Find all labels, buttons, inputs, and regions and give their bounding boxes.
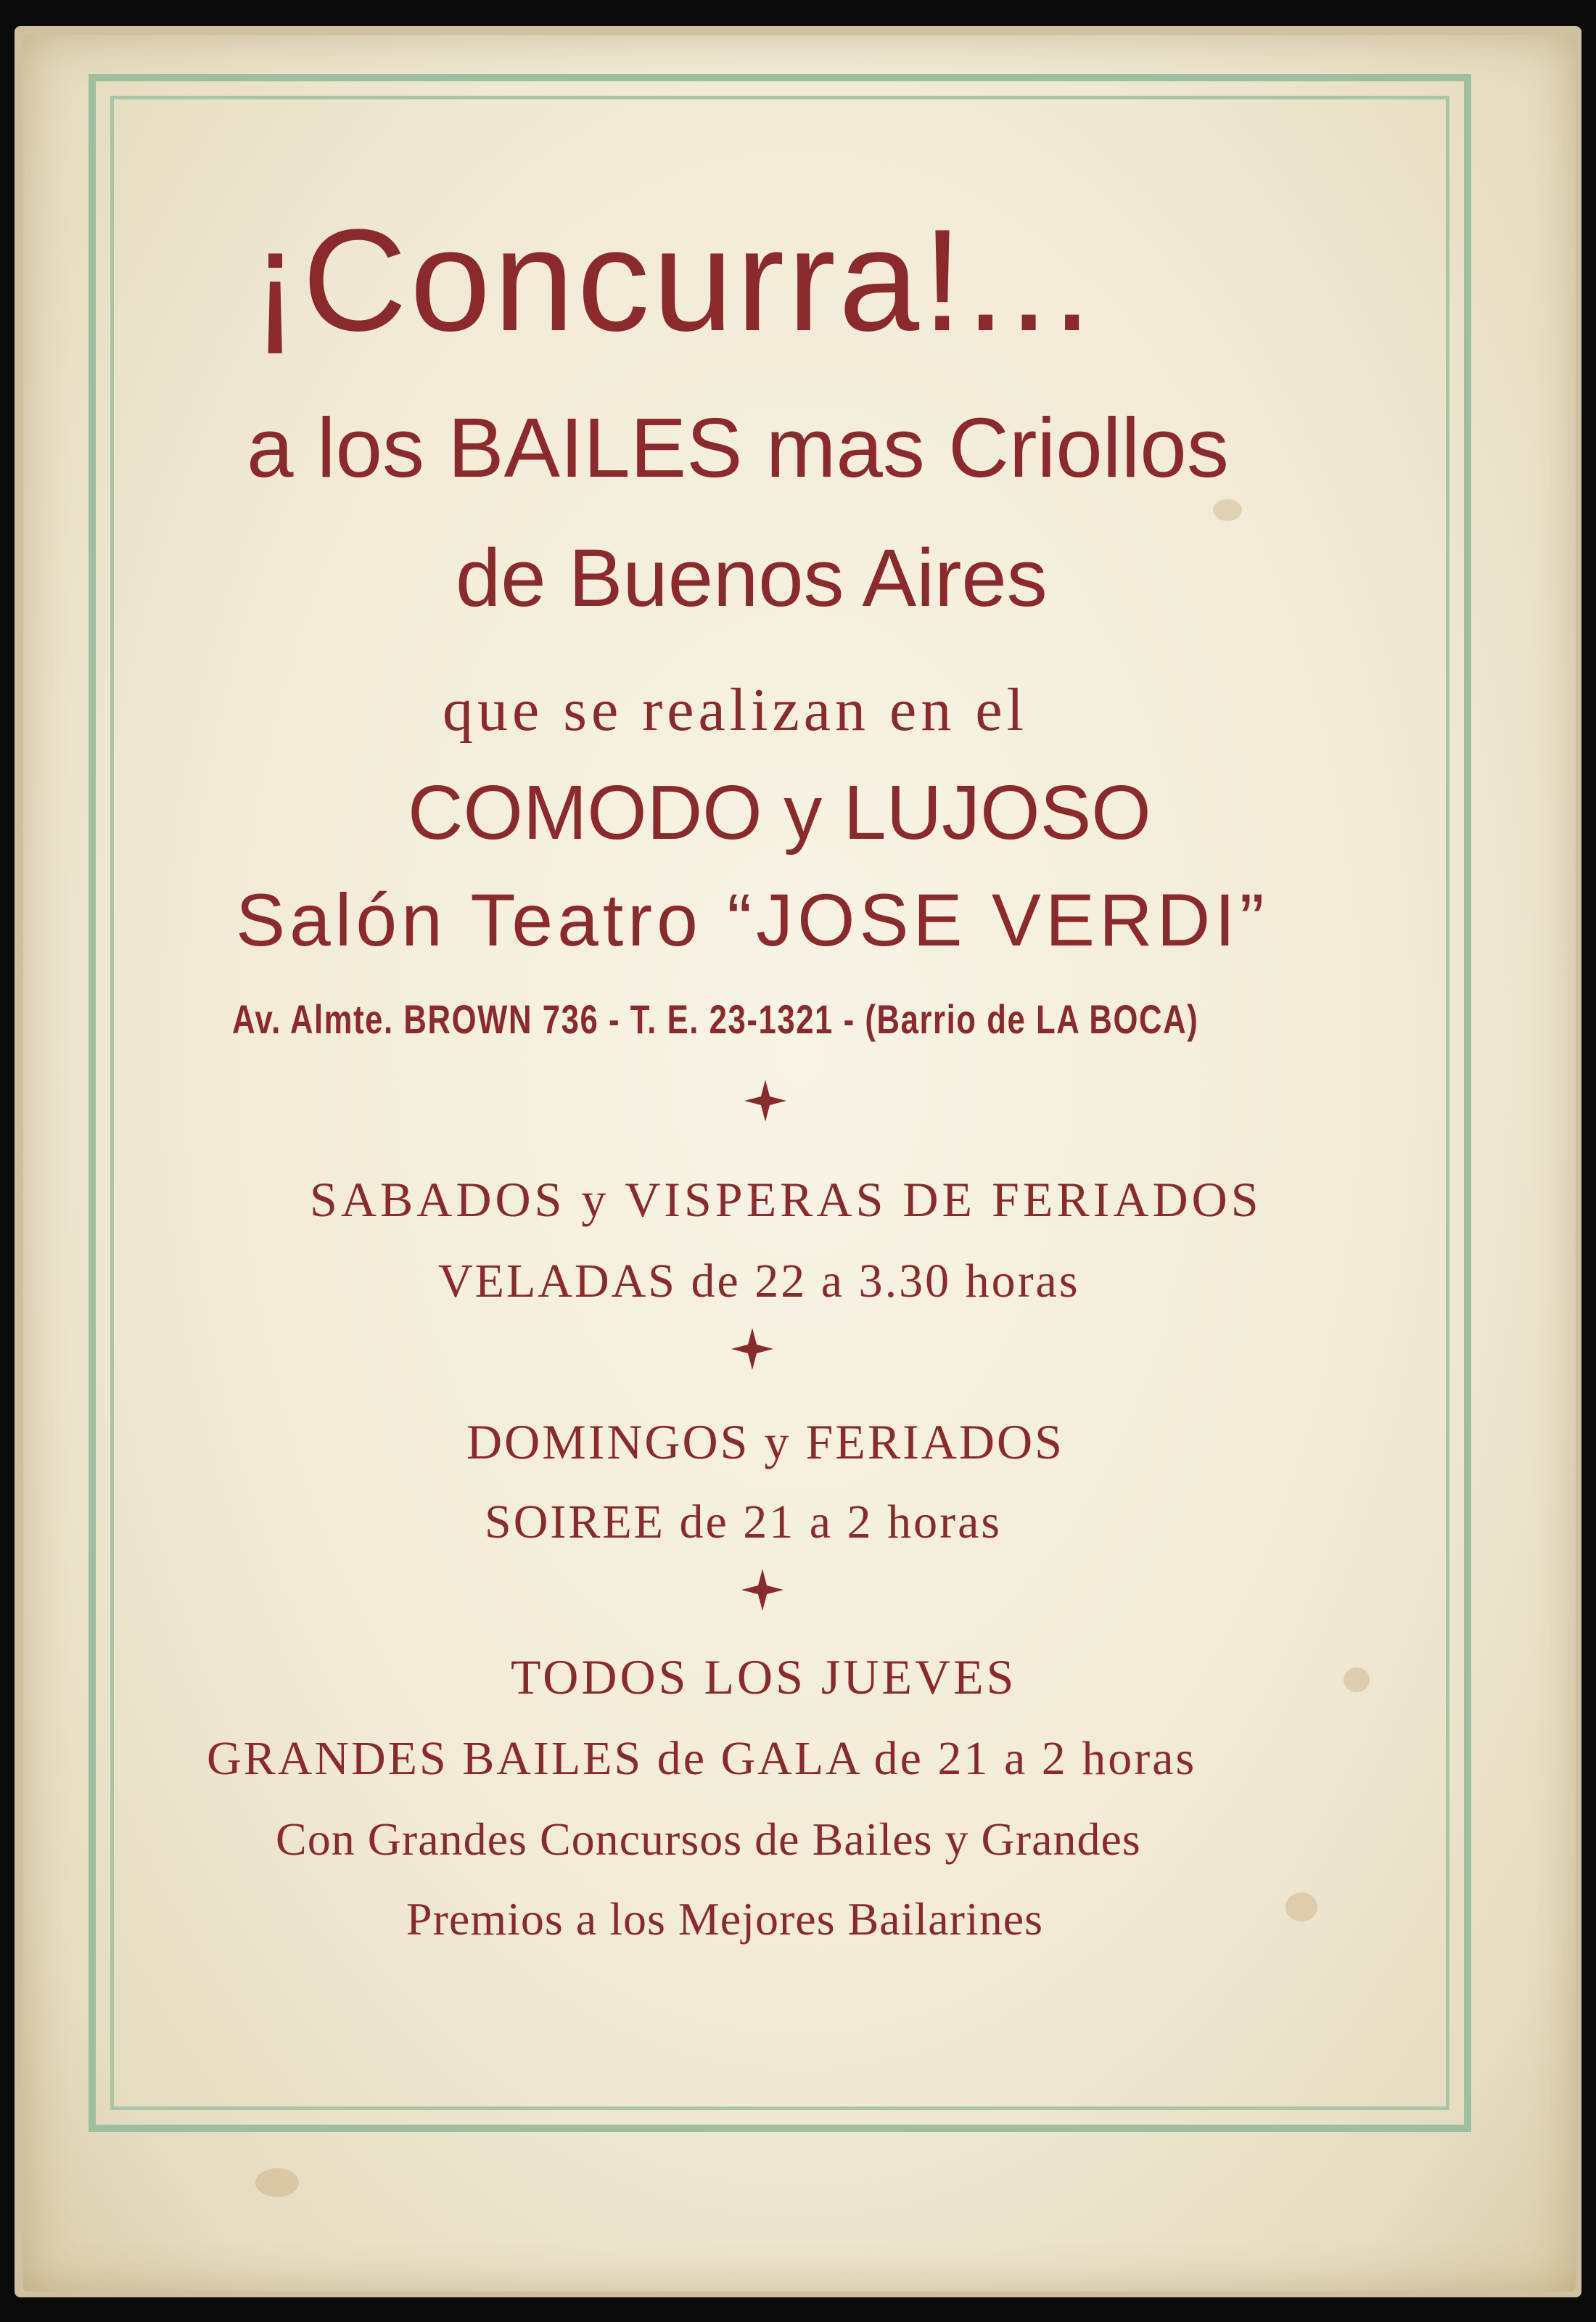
domingos-title: DOMINGOS y FERIADOS xyxy=(466,1414,1064,1469)
realizan-line: que se realizan en el xyxy=(443,676,1028,744)
bailes-line: a los BAILES mas Criollos xyxy=(247,401,1229,495)
concursos-line: Con Grandes Concursos de Bailes y Grandes xyxy=(276,1813,1141,1865)
city-line: de Buenos Aires xyxy=(456,533,1048,623)
headline: ¡Concurra!... xyxy=(251,200,1095,361)
jueves-detail: GRANDES BAILES de GALA de 21 a 2 horas xyxy=(207,1732,1197,1785)
four-point-star-icon xyxy=(731,1328,773,1370)
stain xyxy=(255,2168,299,2197)
domingos-detail: SOIREE de 21 a 2 horas xyxy=(485,1496,1003,1548)
premios-line: Premios a los Mejores Bailarines xyxy=(406,1893,1044,1945)
comodo-line: COMODO y LUJOSO xyxy=(408,770,1151,856)
jueves-title: TODOS LOS JUEVES xyxy=(511,1649,1017,1704)
address-line: Av. Almte. BROWN 736 - T. E. 23-1321 - (Barrio de LA BOCA) xyxy=(232,996,1199,1042)
four-point-star-icon xyxy=(744,1080,786,1122)
advertisement xyxy=(123,109,1436,2097)
sabados-title: SABADOS y VISPERAS DE FERIADOS xyxy=(310,1172,1262,1227)
four-point-star-icon xyxy=(741,1569,783,1611)
salon-line: Salón Teatro “JOSE VERDI” xyxy=(236,879,1269,961)
sabados-detail: VELADAS de 22 a 3.30 horas xyxy=(438,1255,1080,1308)
